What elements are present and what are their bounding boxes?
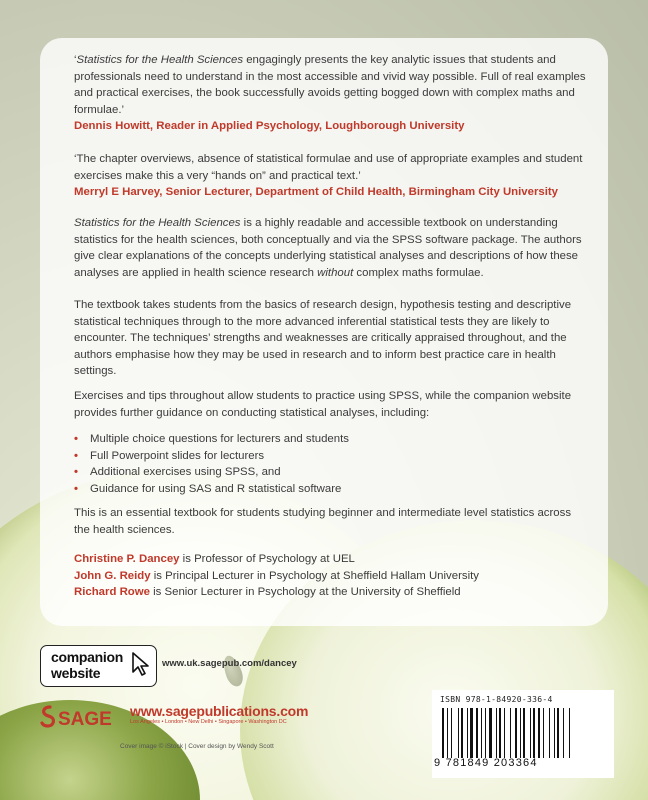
list-item: • Additional exercises using SPSS, and: [74, 464, 574, 481]
quote-howitt-attribution: Dennis Howitt, Reader in Applied Psychology, Loughborough University: [74, 120, 465, 132]
list-item: • Guidance for using SAS and R statistical software: [74, 481, 574, 498]
author-list: Christine P. Dancey is Professor of Psychology at UEL John G. Reidy is Principal Lecturer in Psychology at Sheffield Hallam University Richard Rowe is Senior Lecturer in Psychology at the University of Sheffield: [74, 553, 479, 598]
publisher-url[interactable]: www.sagepublications.com: [130, 703, 309, 719]
barcode: [432, 690, 614, 778]
barcode-bars: [442, 708, 606, 758]
quote-harvey: ‘The chapter overviews, absence of statistical formulae and use of appropriate examples and student exercises make this a very “hands on” and practical text.’ Merryl E Harvey, Senior Lecturer, Department of Child Health, Birmingham City University: [74, 153, 583, 198]
companion-website-url[interactable]: www.uk.sagepub.com/dancey: [162, 658, 297, 669]
description-paragraph-4: This is an essential textbook for students studying beginner and intermediate level statistics across the health sciences.: [74, 507, 572, 536]
feature-list: [74, 431, 574, 497]
list-item: • Multiple choice questions for lecturers and students: [74, 431, 574, 448]
sage-logo-text: SAGE: [58, 709, 112, 730]
description-paragraph-1: Statistics for the Health Sciences is a highly readable and accessible textbook on understanding statistics for the health sciences, both conceptually and via the SPSS software package. The authors give clear explanations of the concepts underlying statistical analyses and descriptions of how these analyses are applied in health science research without complex maths formulae.: [74, 217, 582, 279]
companion-website-badge: companion website: [40, 645, 157, 687]
list-item: • Full Powerpoint slides for lecturers: [74, 448, 574, 465]
description-paragraph-2: The textbook takes students from the basics of research design, hypothesis testing and descriptive statistical techniques through to the more advanced inferential statistical tests they are likely to encounter. The techniques’ strengths and weaknesses are critically appraised throughout, and the authors emphasise how they may be used in research and to inform best practice care in health settings.: [74, 299, 572, 377]
author-name: Richard Rowe: [74, 586, 150, 598]
cursor-arrow-icon: [130, 651, 154, 677]
author-name: Christine P. Dancey: [74, 553, 180, 565]
cover-credit: Cover image © iStock | Cover design by Wendy Scott: [120, 743, 274, 750]
barcode-digits: 9 781849 203364: [434, 757, 538, 769]
isbn-text: ISBN 978-1-84920-336-4: [440, 695, 553, 704]
quote-harvey-attribution: Merryl E Harvey, Senior Lecturer, Department of Child Health, Birmingham City University: [74, 186, 559, 198]
author-name: John G. Reidy: [74, 569, 151, 582]
description-paragraph-3: Exercises and tips throughout allow students to practice using SPSS, while the companion website provides further guidance on conducting statistical analyses, including:: [74, 390, 572, 419]
sage-logo-icon: [40, 704, 126, 730]
quote-howitt: ‘Statistics for the Health Sciences engagingly presents the key analytic issues that students and professionals need to understand in the most accessible and vivid way possible. Full of real examples and practical exercises, the book successfully avoids getting bogged down with complex maths and formulae.’ Dennis Howitt, Reader in Applied Psychology, Loughborough University: [74, 54, 586, 132]
publisher-cities: Los Angeles • London • New Delhi • Singapore • Washington DC: [130, 719, 287, 725]
